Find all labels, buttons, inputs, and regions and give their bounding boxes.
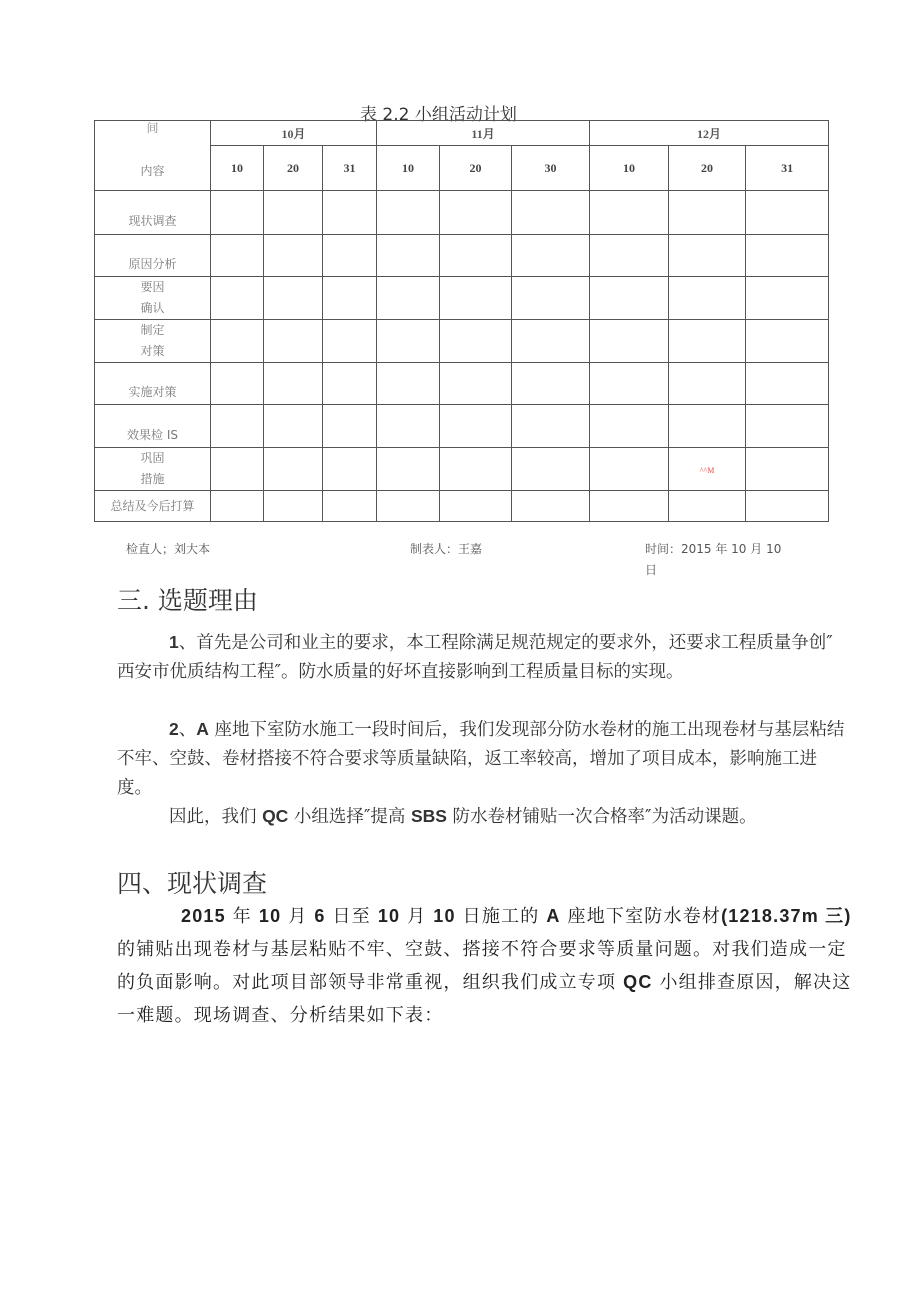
table-row — [95, 405, 829, 448]
month-header-nov: 11月 — [377, 121, 590, 146]
row-label: 实施对策 — [95, 363, 211, 405]
day-header: 20 — [440, 146, 512, 191]
table-title: 表 2.2 小组活动计划 — [360, 105, 517, 125]
row-label: 要因 确认 — [95, 277, 211, 320]
row-label: 效果检 IS — [95, 405, 211, 448]
day-header: 31 — [746, 146, 829, 191]
day-header: 31 — [323, 146, 377, 191]
day-header: 20 — [669, 146, 746, 191]
corner-time-label: 间 — [146, 121, 159, 135]
corner-content-label: 内容 — [140, 164, 165, 178]
day-header: 10 — [590, 146, 669, 191]
maker-signature: 制表人：王嘉 — [410, 542, 483, 556]
table-row — [95, 235, 829, 277]
day-header: 10 — [211, 146, 264, 191]
corner-header — [95, 121, 211, 191]
section4-heading: 四、现状调查 — [117, 869, 268, 898]
checker-signature: 检直人；刘大本 — [126, 542, 211, 556]
row-label: 现状调查 — [95, 191, 211, 235]
row-label: 制定 对策 — [95, 320, 211, 363]
day-header: 30 — [512, 146, 590, 191]
activity-plan-table — [94, 120, 829, 522]
red-mark: ^^M — [699, 466, 715, 475]
section3-paragraph-3: 因此，我们 QC 小组选择″提高 SBS 防水卷材铺贴一次合格率″为活动课题。 — [169, 806, 757, 827]
table-row — [95, 277, 829, 320]
day-header: 10 — [377, 146, 440, 191]
day-header: 20 — [264, 146, 323, 191]
row-label: 总结及今后打算 — [95, 491, 211, 522]
row-label: 原因分析 — [95, 235, 211, 277]
section3-heading: 三. 选题理由 — [117, 586, 258, 615]
section3-paragraph-2: 2、A 座地下室防水施工一段时间后，我们发现部分防水卷材的施工出现卷材与基层粘结不牢、空鼓、卷材搭接不符合要求等质量缺陷，返工率较高，增加了项目成本，影响施工进度。 — [117, 719, 845, 798]
table-row — [95, 320, 829, 363]
time-line1: 时间：2015 年 10 月 10 — [645, 542, 782, 556]
annotation-cell — [669, 448, 746, 491]
time-line2: 日 — [645, 563, 658, 577]
table-row — [95, 363, 829, 405]
month-header-oct: 10月 — [211, 121, 377, 146]
table-row — [95, 448, 829, 491]
table-row — [95, 191, 829, 235]
table-row — [95, 491, 829, 522]
month-header-dec: 12月 — [590, 121, 829, 146]
section4-paragraph: 2015 年 10 月 6 日至 10 月 10 日施工的 A 座地下室防水卷材(1218.37m 三)的铺贴出现卷材与基层粘贴不牢、空鼓、搭接不符合要求等质量问题。对我们造成一定的负面影响。对此项目部领导非常重视，组织我们成立专项 QC 小组排查原因，解决这一难题。现场调查、分析结果如下表： — [117, 906, 852, 1026]
row-label: 巩固 措施 — [95, 448, 211, 491]
section3-paragraph-1: 1、首先是公司和业主的要求，本工程除满足规范规定的要求外，还要求工程质量争创″西安市优质结构工程″。防水质量的好坏直接影响到工程质量目标的实现。 — [117, 632, 833, 682]
